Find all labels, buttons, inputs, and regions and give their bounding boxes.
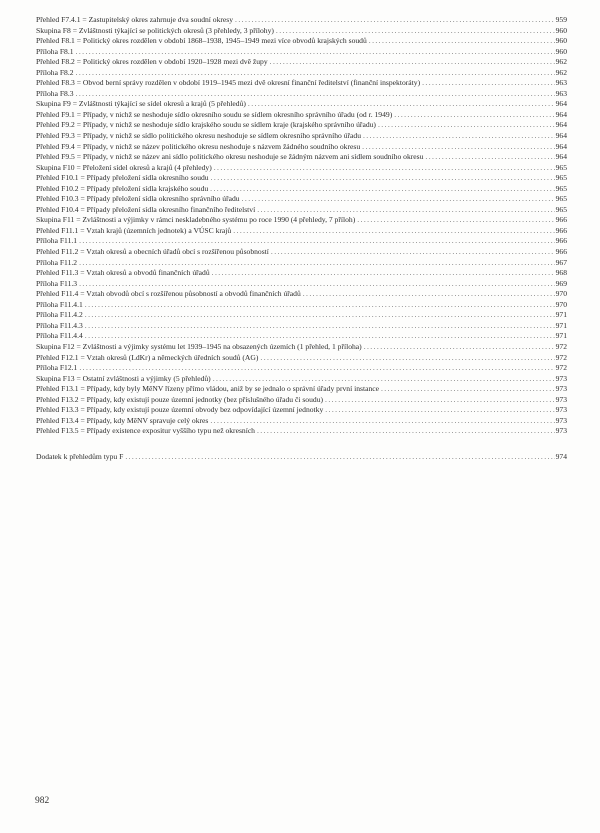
toc-entry <box>36 226 567 237</box>
toc-appendix-entry <box>36 452 567 463</box>
toc-entry <box>36 300 567 311</box>
dot-leader <box>248 99 555 110</box>
toc-entry-page: 974 <box>555 451 567 461</box>
toc-entry <box>36 47 567 58</box>
toc-entry-page: 965 <box>555 162 567 172</box>
toc-entry-title: Přehled F9.4 = Případy, v nichž se název politického okresu neshoduje s názvem žádného soudního okresu <box>36 141 361 151</box>
dot-leader <box>257 426 555 437</box>
dot-leader <box>303 289 555 300</box>
dot-leader <box>85 310 555 321</box>
dot-leader <box>76 89 555 100</box>
dot-leader <box>257 205 554 216</box>
toc-entry-page: 973 <box>555 373 567 383</box>
toc-entry-page: 970 <box>555 299 567 309</box>
toc-entry <box>36 120 567 131</box>
dot-leader <box>363 131 555 142</box>
toc-entry-title: Skupina F13 = Ostatní zvláštnosti a výjimky (5 přehledů) <box>36 373 211 383</box>
toc-entry-title: Příloha F8.3 <box>36 88 74 98</box>
toc-entry <box>36 416 567 427</box>
toc-entry-title: Příloha F11.1 <box>36 236 78 246</box>
toc-entry-page: 965 <box>555 173 567 183</box>
toc-entry-page: 966 <box>555 225 567 235</box>
dot-leader <box>76 47 555 58</box>
dot-leader <box>242 194 555 205</box>
toc-entry-page: 966 <box>555 215 567 225</box>
toc-entry-page: 960 <box>555 46 567 56</box>
toc-entry <box>36 194 567 205</box>
toc-entry-title: Přehled F12.1 = Vztah okresů (LdKr) a německých úředních soudů (AG) <box>36 352 259 362</box>
toc-entry-page: 964 <box>555 131 567 141</box>
dot-leader <box>211 173 555 184</box>
toc-entry-title: Přehled F11.1 = Vztah krajů (územních jednotek) a VÚSC krajů <box>36 225 232 235</box>
dot-leader <box>357 215 554 226</box>
toc-entry-title: Přehled F10.4 = Případy přeložení sídla okresního finančního ředitelství <box>36 204 256 214</box>
toc-entry <box>36 173 567 184</box>
toc-entry-title: Přehled F11.2 = Vztah okresů a obecních úřadů obcí s rozšířenou působností <box>36 247 269 257</box>
toc-entry <box>36 57 567 68</box>
toc-entry-title: Přehled F8.3 = Obvod berní správy rozdělen v období 1919–1945 mezi dvě okresní finanční ředitelství (finanční inspektoráty) <box>36 78 421 88</box>
toc-entry <box>36 247 567 258</box>
toc-entry-title: Přehled F13.3 = Případy, kdy existují pouze územní obvody bez odpovídající územní jednotky <box>36 405 324 415</box>
toc-entry <box>36 321 567 332</box>
dot-leader <box>79 258 555 269</box>
toc-entry-title: Příloha F11.4.3 <box>36 320 83 330</box>
toc-entry-title: Přehled F13.1 = Případy, kdy byly MěNV řízeny přímo vládou, aniž by se jednalo o správní úřady první instance <box>36 384 379 394</box>
toc-entry <box>36 205 567 216</box>
toc-entry-page: 960 <box>555 25 567 35</box>
toc-entry-title: Dodatek k přehledům typu F <box>36 451 124 461</box>
toc-entry-page: 964 <box>555 120 567 130</box>
toc-entry-title: Skupina F8 = Zvláštnosti týkající se politických okresů (3 přehledy, 3 přílohy) <box>36 25 274 35</box>
toc-entry <box>36 142 567 153</box>
toc-entry-page: 973 <box>555 415 567 425</box>
dot-leader <box>235 15 555 26</box>
dot-leader <box>369 36 555 47</box>
dot-leader <box>425 152 554 163</box>
toc-entry-page: 972 <box>555 363 567 373</box>
dot-leader <box>212 268 555 279</box>
toc-entry-page: 965 <box>555 204 567 214</box>
dot-leader <box>85 331 555 342</box>
toc-entry-page: 964 <box>555 141 567 151</box>
toc-entry <box>36 110 567 121</box>
toc-entry-title: Přehled F9.2 = Případy, v nichž se neshoduje sídlo krajského soudu se sídlem kraje (krajského správního úřadu) <box>36 120 376 130</box>
toc-entry-title: Přehled F9.1 = Případy, v nichž se neshoduje sídlo okresního soudu se sídlem okresního správního úřadu (od r. 1949) <box>36 109 393 119</box>
toc-entry-title: Přehled F11.3 = Vztah okresů a obvodů finančních úřadů <box>36 268 210 278</box>
toc-entry <box>36 353 567 364</box>
dot-leader <box>79 363 554 374</box>
toc-entry <box>36 268 567 279</box>
toc-entry-page: 973 <box>555 394 567 404</box>
toc-entry-page: 972 <box>555 341 567 351</box>
dot-leader <box>125 452 554 463</box>
table-of-contents <box>36 15 567 462</box>
toc-entry-title: Skupina F11 = Zvláštnosti a výjimky v rámci neskladebného systému po roce 1990 (4 přehledy, 7 příloh) <box>36 215 356 225</box>
toc-entry <box>36 426 567 437</box>
toc-entry <box>36 405 567 416</box>
toc-entry <box>36 374 567 385</box>
dot-leader <box>378 120 555 131</box>
toc-entry-page: 966 <box>555 247 567 257</box>
toc-entry-page: 963 <box>555 78 567 88</box>
toc-entry-title: Přehled F10.2 = Případy přeložení sídla krajského soudu <box>36 183 209 193</box>
dot-leader <box>394 110 554 121</box>
dot-leader <box>260 353 554 364</box>
toc-entry-page: 966 <box>555 236 567 246</box>
toc-entry <box>36 184 567 195</box>
toc-entry-title: Příloha F12.1 <box>36 363 78 373</box>
dot-leader <box>210 416 554 427</box>
dot-leader <box>85 321 555 332</box>
toc-entry-page: 970 <box>555 289 567 299</box>
toc-entry-page: 959 <box>555 15 567 24</box>
toc-entry-title: Skupina F10 = Přeložení sídel okresů a krajů (4 přehledy) <box>36 162 212 172</box>
dot-leader <box>76 68 555 79</box>
toc-entry <box>36 26 567 37</box>
toc-entry <box>36 363 567 374</box>
toc-entry-page: 973 <box>555 405 567 415</box>
toc-entry <box>36 395 567 406</box>
toc-entry-page: 973 <box>555 384 567 394</box>
toc-entry-page: 967 <box>555 257 567 267</box>
toc-entry <box>36 68 567 79</box>
toc-entry <box>36 131 567 142</box>
toc-entry <box>36 384 567 395</box>
page-number: 982 <box>35 796 50 806</box>
toc-entry-page: 964 <box>555 109 567 119</box>
toc-entry-page: 968 <box>555 268 567 278</box>
toc-entry <box>36 163 567 174</box>
toc-entry-title: Příloha F11.3 <box>36 278 78 288</box>
toc-entry-page: 962 <box>555 67 567 77</box>
toc-entry <box>36 289 567 300</box>
dot-leader <box>422 78 555 89</box>
toc-entry-title: Přehled F13.2 = Případy, kdy existují pouze územní jednotky (bez příslušného úřadu či soudu) <box>36 394 324 404</box>
dot-leader <box>213 374 555 385</box>
toc-entry <box>36 236 567 247</box>
dot-leader <box>214 163 555 174</box>
toc-entry <box>36 342 567 353</box>
toc-entry-title: Přehled F13.5 = Případy existence expositur vyššího typu než okresních <box>36 426 255 436</box>
dot-leader <box>210 184 554 195</box>
toc-entry-title: Přehled F9.3 = Případy, v nichž se sídlo politického okresu neshoduje se sídlem okresního správního úřadu <box>36 131 361 141</box>
toc-entry-title: Přehled F10.1 = Případy přeložení sídla okresního soudu <box>36 173 209 183</box>
toc-entry-title: Skupina F12 = Zvláštnosti a výjimky systému let 1939–1945 na obsazených územích (1 přehled, 1 příloha) <box>36 341 362 351</box>
dot-leader <box>270 57 555 68</box>
toc-entry-page: 964 <box>555 99 567 109</box>
dot-leader <box>381 384 555 395</box>
toc-entry-title: Přehled F8.2 = Politický okres rozdělen v období 1920–1928 mezi dvě župy <box>36 57 268 67</box>
dot-leader <box>364 342 555 353</box>
toc-entry-page: 971 <box>555 310 567 320</box>
toc-entry-page: 971 <box>555 320 567 330</box>
dot-leader <box>271 247 555 258</box>
toc-entry-page: 964 <box>555 152 567 162</box>
toc-entry <box>36 279 567 290</box>
toc-entry-page: 973 <box>555 426 567 436</box>
toc-entry-title: Příloha F8.1 <box>36 46 74 56</box>
dot-leader <box>233 226 554 237</box>
toc-entry <box>36 258 567 269</box>
toc-entry-page: 972 <box>555 352 567 362</box>
toc-entry-title: Přehled F7.4.1 = Zastupitelský okres zahrnuje dva soudní okresy <box>36 15 234 24</box>
toc-entry <box>36 15 567 26</box>
toc-entry-page: 960 <box>555 36 567 46</box>
toc-entry-title: Přehled F11.4 = Vztah obvodů obcí s rozšířenou působností a obvodů finančních úřadů <box>36 289 301 299</box>
dot-leader <box>79 279 555 290</box>
toc-entry-title: Skupina F9 = Zvláštnosti týkající se sídel okresů a krajů (5 přehledů) <box>36 99 246 109</box>
toc-entry-title: Příloha F8.2 <box>36 67 74 77</box>
toc-entry-title: Příloha F11.4.2 <box>36 310 83 320</box>
dot-leader <box>325 405 554 416</box>
toc-entry <box>36 89 567 100</box>
toc-entry-page: 971 <box>555 331 567 341</box>
dot-leader <box>85 300 555 311</box>
toc-entry <box>36 99 567 110</box>
toc-entry <box>36 331 567 342</box>
toc-entry <box>36 152 567 163</box>
toc-entry-title: Přehled F13.4 = Případy, kdy MěNV spravuje celý okres <box>36 415 209 425</box>
toc-entry-page: 965 <box>555 183 567 193</box>
dot-leader <box>325 395 555 406</box>
toc-entry <box>36 36 567 47</box>
dot-leader <box>362 142 554 153</box>
section-gap <box>36 437 567 452</box>
toc-entry-title: Příloha F11.2 <box>36 257 78 267</box>
toc-entry <box>36 310 567 321</box>
toc-entry-page: 963 <box>555 88 567 98</box>
toc-entry-title: Přehled F8.1 = Politický okres rozdělen v období 1868–1938, 1945–1949 mezi více obvodů krajských soudů <box>36 36 367 46</box>
toc-entry-title: Příloha F11.4.4 <box>36 331 83 341</box>
toc-entry <box>36 78 567 89</box>
toc-entry <box>36 215 567 226</box>
dot-leader <box>79 236 555 247</box>
toc-entry-page: 965 <box>555 194 567 204</box>
toc-entry-title: Příloha F11.4.1 <box>36 299 83 309</box>
toc-entry-title: Přehled F10.3 = Případy přeložení sídla okresního správního úřadu <box>36 194 240 204</box>
toc-entry-title: Přehled F9.5 = Případy, v nichž se název ani sídlo politického okresu neshoduje se žádným názvem ani sídlem soudního okresu <box>36 152 424 162</box>
toc-entry-page: 962 <box>555 57 567 67</box>
toc-entry-page: 969 <box>555 278 567 288</box>
dot-leader <box>276 26 555 37</box>
